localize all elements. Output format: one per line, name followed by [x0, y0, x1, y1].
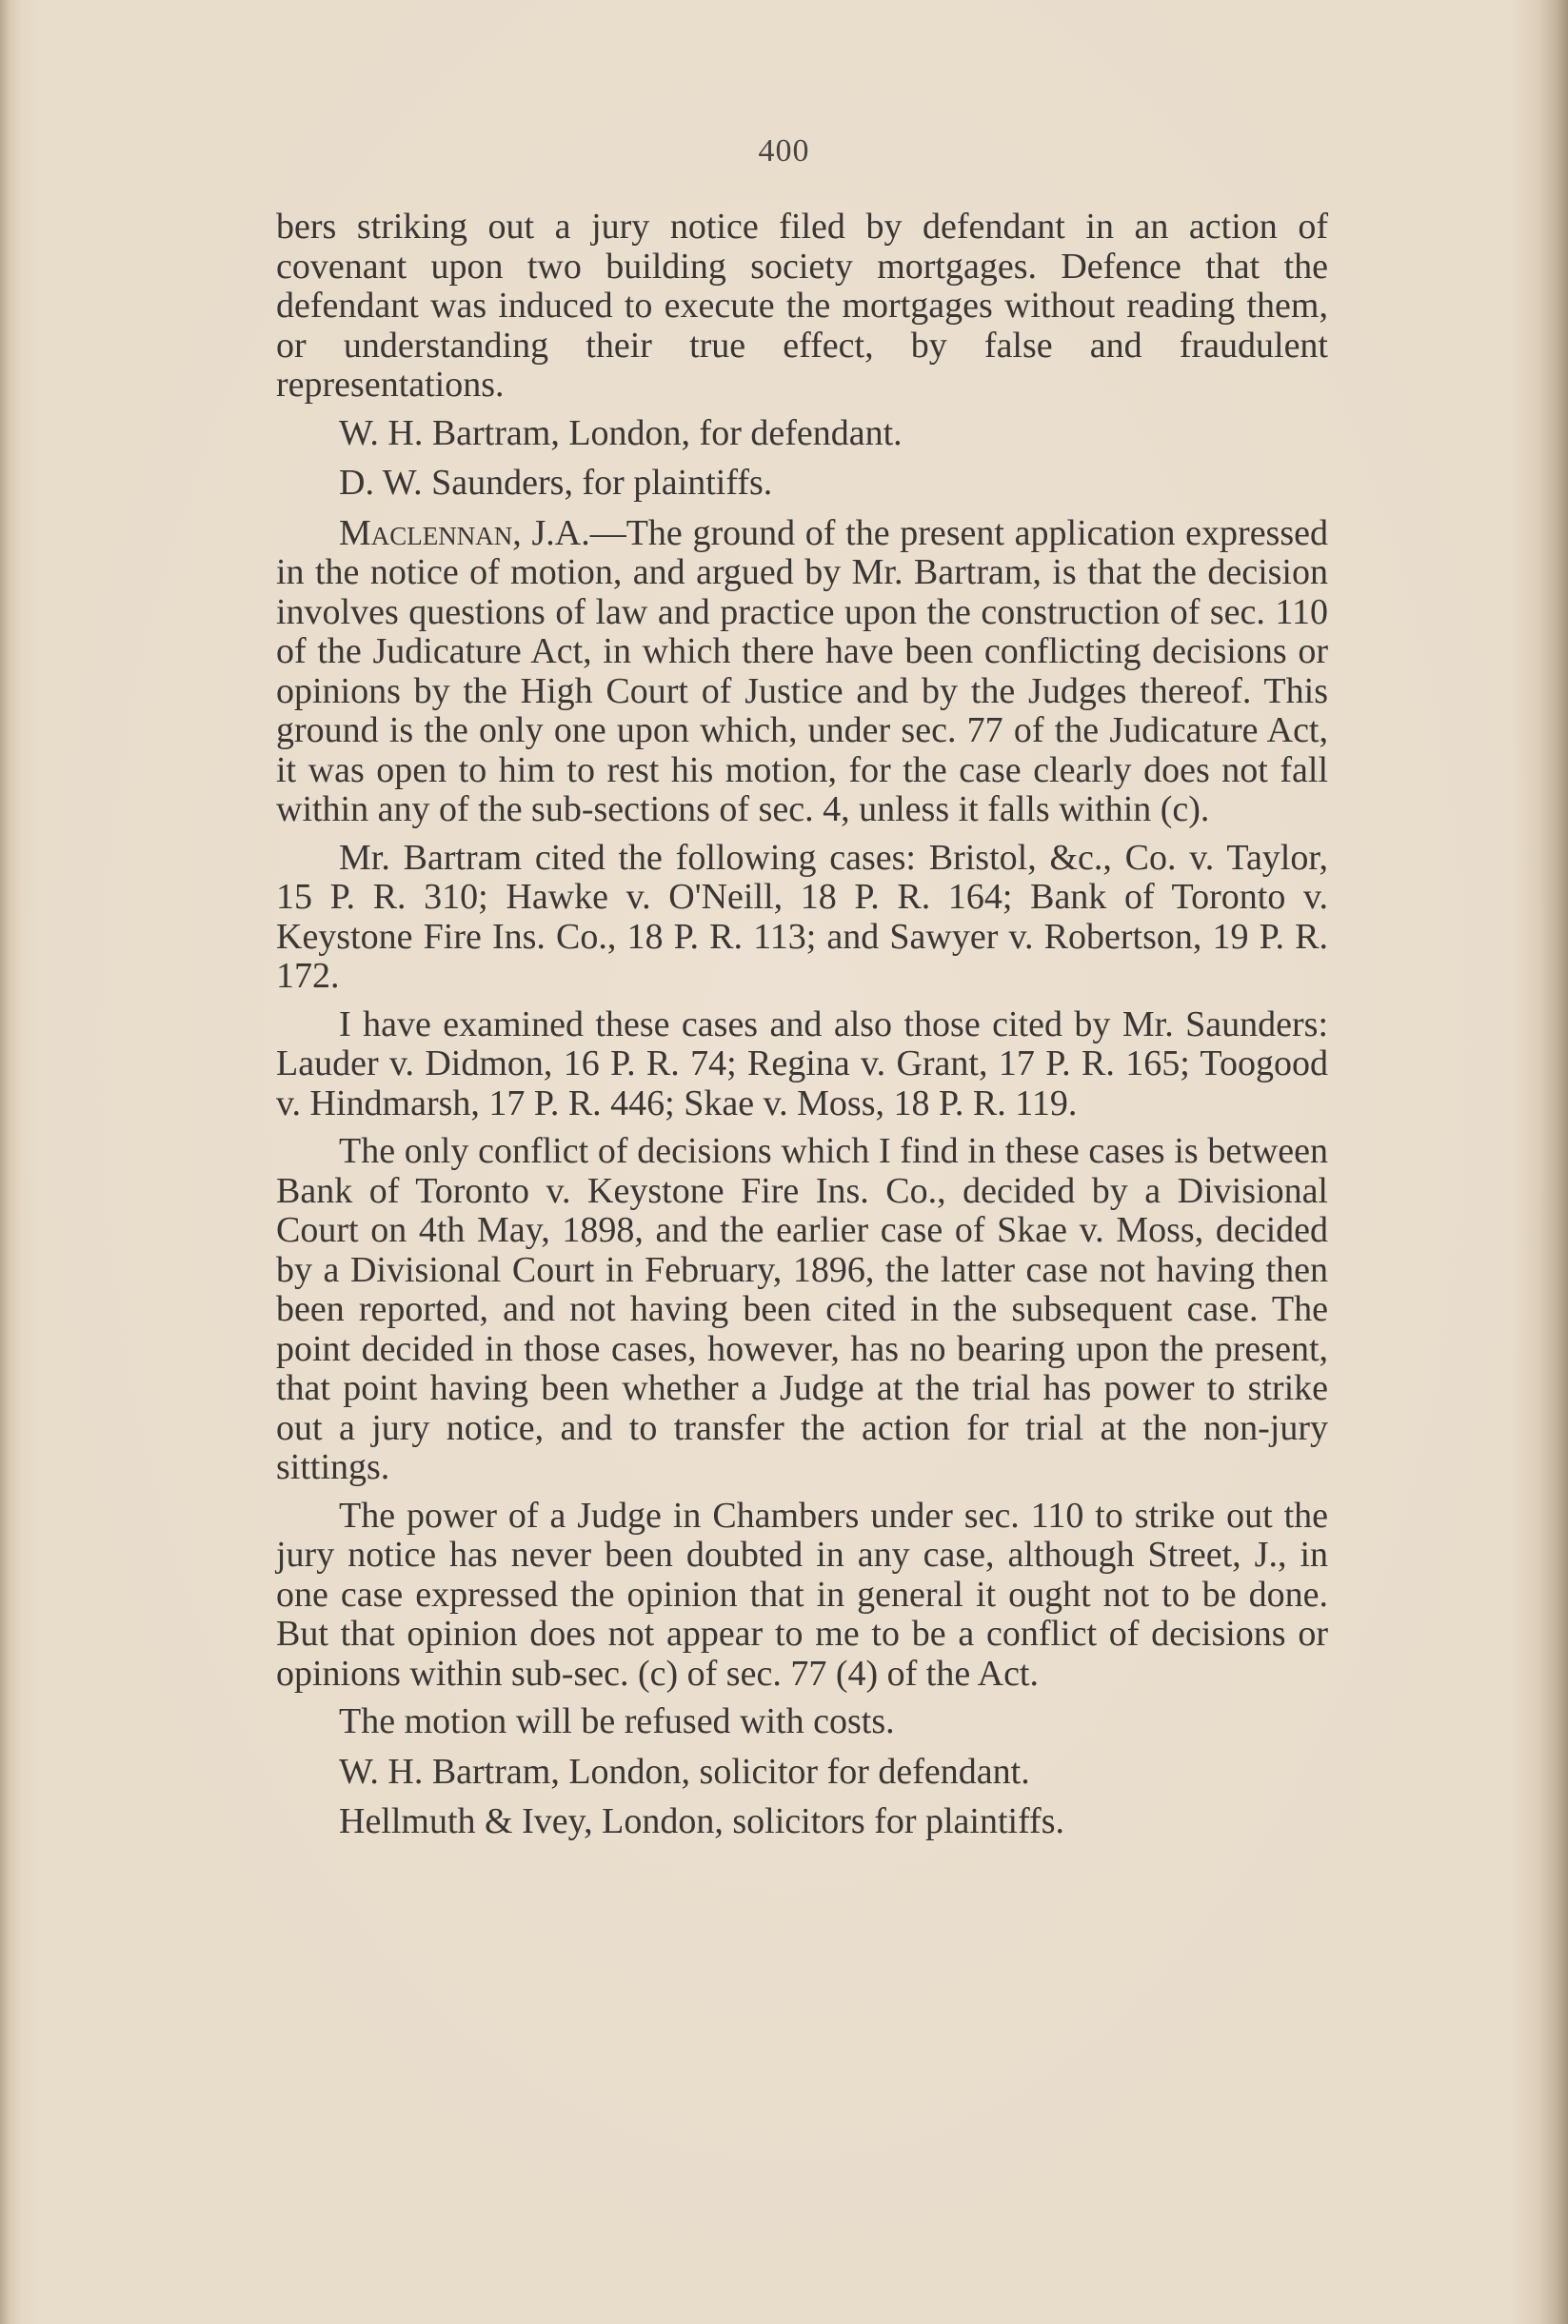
- judgment-paragraph-2: Mr. Bartram cited the following cases: Bristol, &c., Co. v. Taylor, 15 P. R. 310; Hawke v. O'Neill, 18 P. R. 164; Bank of Toronto v. Keystone Fire Ins. Co., 18 P. R. 113; and Sawyer v. Robertson, 19 P. R. 172.: [276, 837, 1328, 996]
- judgment-paragraph-1: [276, 514, 1328, 830]
- page-number: 400: [758, 133, 810, 169]
- solicitor-plaintiffs: Hellmuth & Ivey, London, solicitors for plaintiffs.: [339, 1801, 1065, 1841]
- judgment-paragraph-1-text: —The ground of the present application expressed in the notice of motion, and argued by Mr. Bartram, is that the decision involves questions of law and practice upon the construction of sec. 110 of the Judicature Act, in which there have been conflicting decisions or opinions by the High Court of Justice and by the Judges thereof. This ground is the only one upon which, under sec. 77 of the Judicature Act, it was open to him to rest his motion, for the case clearly does not fall within any of the sub-sections of sec. 4, unless it falls within (c).: [276, 512, 1329, 829]
- solicitor-defendant: W. H. Bartram, London, solicitor for defendant.: [339, 1751, 1030, 1792]
- judgment-paragraph-3: I have examined these cases and also those cited by Mr. Saunders: Lauder v. Didmon, 16 P. R. 74; Regina v. Grant, 17 P. R. 165; Toogood v. Hindmarsh, 17 P. R. 446; Skae v. Moss, 18 P. R. 119.: [276, 1003, 1328, 1123]
- judgment-paragraph-5: The power of a Judge in Chambers under sec. 110 to strike out the jury notice has never been doubted in any case, although Street, J., in one case expressed the opinion that in general it ought not to be done. But that opinion does not appear to me to be a conflict of decisions or opinions within sub-sec. (c) of sec. 77 (4) of the Act.: [276, 1495, 1328, 1694]
- disposition: The motion will be refused with costs.: [339, 1701, 895, 1741]
- counsel-plaintiffs: D. W. Saunders, for plaintiffs.: [339, 463, 773, 503]
- body-text: [276, 208, 1328, 1853]
- judge-name: Maclennan, J.A.: [339, 512, 590, 553]
- headnote-paragraph: bers striking out a jury notice filed by defendant in an action of covenant upon two building society mortgages. Defence that the defendant was induced to execute the mortgages without reading them, or understanding their true effect, by false and fraudulent representations.: [276, 207, 1328, 405]
- judgment-paragraph-4: The only conflict of decisions which I find in these cases is between Bank of Toronto v. Keystone Fire Ins. Co., decided by a Divisional Court on 4th May, 1898, and the earlier case of Skae v. Moss, decided by a Divisional Court in February, 1896, the latter case not having then been reported, and not having been cited in the subsequent case. The point decided in those cases, however, has no bearing upon the present, that point having been whether a Judge at the trial has power to strike out a jury notice, and to transfer the action for trial at the non-jury sittings.: [276, 1131, 1328, 1487]
- counsel-defendant: W. H. Bartram, London, for defendant.: [339, 412, 903, 453]
